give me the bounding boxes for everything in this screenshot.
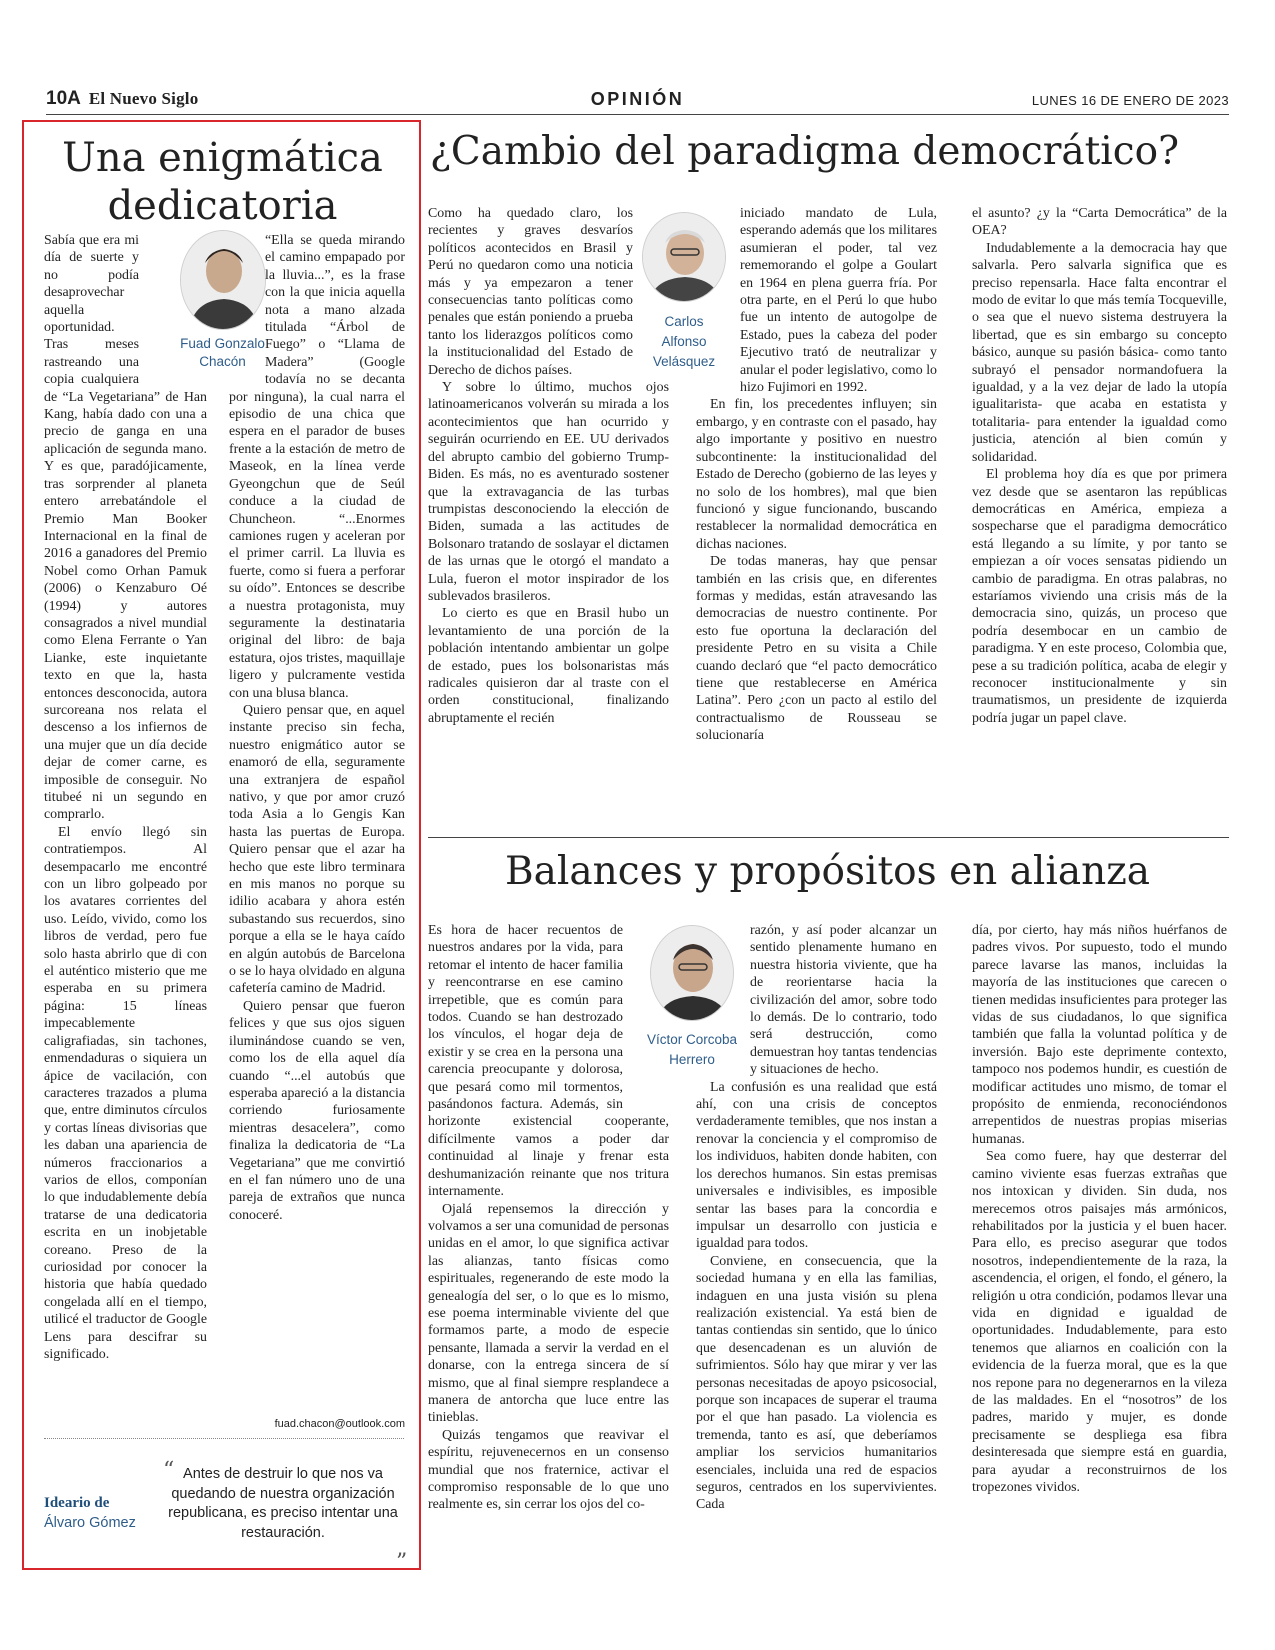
article-paragraph: Indudablemente a la democracia hay que salvarla. Pero salvarla significa que es preciso repensarla. Hace falta encontrar el modo de evitar lo que más temía Tocqueville, o sea que el nuevo sistema destruyera la libertad, que es sin embargo su concepto básico, aunque su pasión básica- como tanto subrayó el pensador normandofuera la igualdad, y a la vez dejar de lado la utopía igualitarista- que acaba en estatista y totalitaria- para entender la igualdad como justicia, atención al bien común y solidaridad. [972,240,1227,465]
ideario-label: Ideario de [44,1495,110,1511]
article-paragraph: Quiero pensar que, en aquel instante preciso sin fecha, nuestro enigmático autor se enamoró de ella, seguramente una extranjera de español nativo, y que por amor cruzó toda Asia a lo Gengis Kan hasta las puertas de Europa. Quiero pensar que el azar ha hecho que este libro terminara en mis manos no porque su idilio acabara y ahora estén subastando sus recuerdos, sino porque a ella se le haya caído en algún autobús de Barcelona o se lo haya olvidado en alguna cafetería camino de Madrid. [229,702,405,997]
dotted-divider [44,1438,404,1439]
article-paragraph: Conviene, en consecuencia, que la sociedad humana y en ella las familias, indaguen en una justa visión su plena realización existencial. Ya está bien de tantas contiendas sin sentido, que lo único que desencadenan es un aluvión de sufrimientos. Sólo hay que mirar y ver las personas necesitadas de apoyo psicosocial, porque son incapaces de superar el trauma por el que han pasado. La violencia es tremenda, tanto es así, que deberíamos ampliar los servicios humanitarios esenciales, incluida una red de espacios seguros, centrados en los supervivientes. Cada [696,1253,937,1513]
article-paragraph: razón, y así poder alcanzar un sentido plenamente humano en nuestra historia viviente, que ha de reorientarse hacia la civilización del amor, sobre todo lo demás. De lo contrario, todo será destrucción, como demuestran hoy tantas tendencias y situaciones de hecho. [750,923,937,1078]
author-email: fuad.chacon@outlook.com [274,1418,405,1430]
article-paragraph: Lo cierto es que en Brasil hubo un levantamiento de una porción de la población intentando ambientar un golpe de estado, pues los bolsonaristas más radicales quisieron dar al traste con el orden constitucional, finalizando abruptamente el recién [428,606,669,726]
bottom-article-column-1 [428,922,669,1552]
bottom-article-headline: Balances y propósitos en alianza [504,849,1151,894]
author-name-line: Fuad Gonzalo [180,336,265,351]
article-paragraph: La confusión es una realidad que está ahí, con una crisis de conceptos verdaderamente temibles, que nos instan a renovar la conciencia y el compromiso de los individuos, habiten donde habiten, con los derechos humanos. Sin estas premisas universales e indivisibles, es imposible sentar las bases para la concordia e impulsar un desarrollo con justicia e igualdad para todos. [696,1079,937,1252]
section-divider [428,837,1229,838]
article-paragraph: El problema hoy día es que por primera vez desde que se asentaron las repúblicas democráticas en América, empieza a sospecharse que el paradigma democrático está llegando a su límite, y por tanto se empiezan a oír voces sensatas pidiendo un cambio de paradigma. En otras palabras, no estaríamos viviendo una crisis más de la democracia sino, quizás, un proceso que podría desembocar en un cambio de paradigma. Y en este proceso, Colombia que, pese a su tradición política, acaba de elegir y reconocer institucionalmente y sin traumatismos, un presidente de izquierda podría jugar un papel clave. [972,467,1227,726]
page-number: 10A [46,88,81,109]
portrait-spacer [229,232,265,372]
top-article-headline: ¿Cambio del paradigma democrático? [430,129,1179,174]
left-article-column-2 [229,232,405,1417]
article-paragraph: Quizás tengamos que reavivar el espíritu, rejuvenecernos en un consenso mundial que nos fraternice, activar el compromiso responsable de lo que uno realmente es, sin cerrar los ojos del co- [428,1427,669,1513]
article-paragraph: El envío llegó sin contratiempos. Al desempacarlo me encontré con un libro golpeado por los avatares corrientes del uso. Leído, vivido, como los libros de verdad, pero fue solo hasta abrirlo que di con el auténtico misterio que me esperaba en su primera página: 15 líneas impecablemente caligrafiadas, sin tachones, enmendaduras o siquiera un ápice de vacilación, con caracteres trazados a pluma que, entre diminutos círculos y cortas líneas divisorias que les daban una apariencia de números fraccionarios a varios de ellos, componían lo que indudablemente debía tratarse de una dedicatoria escrita en un inobjetable coreano. Preso de la curiosidad por conocer la historia que había quedado congelada allí en el tiempo, utilicé el traductor de Google Lens para descifrar su significado. [44,824,207,1362]
portrait-spacer [696,205,740,385]
portrait-spacer [696,922,750,1072]
article-paragraph: Como ha quedado claro, los recientes y graves desvaríos políticos acontecidos en Brasil y Perú no quedaron como una noticia más y ya empezaron a tener consecuencias tanto políticas como penales que están poniendo a prueba tanto los liderazgos políticos como la institucionalidad del Estado de Derecho de dichos países. [428,206,633,378]
article-paragraph: Y sobre lo último, muchos ojos latinoamericanos volverán su mirada a los acontecimientos que han ocurrido y seguirán ocurriendo en EE. UU derivados del abrupto cambio del gobierno Trump- Biden. Es más, no es aventurado sostener que la extravagancia de las turbas trumpistas desconociendo la elección de Biden, sumada a las actitudes de Bolsonaro tratando de soslayar el dictamen de las urnas que le otorgó el mandato a Lula, fueron el motor inspirador de los sublevados brasileros. [428,380,669,604]
author-name-line: Herrero [669,1052,715,1067]
article-paragraph: En fin, los precedentes influyen; sin embargo, y en contraste con el pasado, hay algo importante y positivo en nuestro subcontinente: la institucionalidad del Estado de Derecho (gobierno de las leyes y no solo de los hombres), mal que bien funcionó y sigue funcionando, buscando restablecer la normalidad democrática en dichas naciones. [696,397,937,552]
ideario-author: Álvaro Gómez [44,1515,136,1531]
newspaper-name: El Nuevo Siglo [88,89,199,108]
close-quote-icon: ” [396,1550,408,1575]
ideario-quote: Antes de destruir lo que nos va quedando de nuestra organización republicana, es preciso intentar una restauración. [168,1466,398,1541]
bottom-article-column-2 [696,922,937,1552]
header-rule [46,114,1229,115]
author-name-line: Víctor Corcoba [646,1032,738,1047]
article-paragraph: Ojalá repensemos la dirección y volvamos a ser una comunidad de personas unidas en el amor, lo que significa activar las alianzas, tanto físicas como espirituales, regenerando de este modo la genealogía del ser, o lo que es lo mismo, ese poema interminable viviente del que formamos parte, a modo de especie pensante, llamada a servir la verdad en el donarse, con la entrega sincera de sí mismo, que al final siempre resplandece a manera de antorcha que luce entre las tinieblas. [428,1201,669,1426]
article-paragraph: Es hora de hacer recuentos de nuestros andares por la vida, para retomar el intento de hacer familia y reencontrarse en ese camino irrepetible, que es común para todos. Cuando se han destrozado los vínculos, el hogar deja de existir y se crea en la persona una carencia preocupante y dolorosa, que pesará como mil tormentos, pasándonos factura. Además, sin horizonte existencial cooperante, difícilmente vamos a poder dar continuidad al linaje y frenar esta deshumanización reinante que nos tritura internamente. [428,923,669,1200]
top-article-column-3 [972,205,1227,815]
left-article-headline: Una enigmática dedicatoria [62,135,383,229]
left-article-column-1 [44,232,207,1417]
article-paragraph: iniciado mandato de Lula, esperando además que los militares asumieran el poder, tal vez rememorando el golpe a Goulart en 1964 en plena guerra fría. Por otra parte, en el Perú lo que hubo fue un intento de autogolpe de Estado, pues la cabeza del poder Ejecutivo trató de neutralizar y anular el poder legislativo, como lo hizo Fujimori en 1992. [740,206,937,396]
author-name-line: Chacón [199,354,246,369]
author-name-line: Velásquez [652,354,716,369]
open-quote-icon: “ [163,1458,175,1483]
article-paragraph: De todas maneras, hay que pensar también en las crisis que, en diferentes formas y medidas, están atravesando las democracias de nuestro continente. Por esto fue oportuna la declaración del presidente Petro en su visita a Chile cuando declaró que “el pacto democrático tiene que restablecerse en América Latina”. Pero ¿con un pacto al estilo del contractualismo de Rousseau se solucionaría [696,554,937,744]
top-article-column-2 [696,205,937,815]
article-paragraph: Quiero pensar que fueron felices y que sus ojos siguen iluminándose cuando se ven, como los de ella aquel día cuando “...el autobús que esperaba apareció a la distancia corriendo furiosamente mientras desacelera”, como finaliza la dedicatoria de “La Vegetariana” que me convirtió en el fan número uno de una pareja de extraños que nunca conoceré. [229,998,405,1223]
article-paragraph: Sea como fuere, hay que desterrar del camino viviente esas fuerzas extrañas que nos intoxican y dividen. Sin duda, nos merecemos otros paisajes más armónicos, rehabilitados por la justicia y el buen hacer. Para ello, es preciso asegurar que todos nosotros, independientemente de la raza, la ascendencia, el origen, el fondo, el género, la religión u otra condición, podamos llevar una vida en dignidad e igualdad de oportunidades. Indudablemente, para esto tenemos que aliarnos en coalición con la evidencia de la fuerza moral, que es la que nos repone para no degenerarnos en la vileza de las maldades. En el “nosotros” de los padres, marido y mujer, es donde precisamente se despliega esa fibra desinteresada que siempre está en guardia, para ayudar a reconstruirnos de los tropezones vividos. [972,1149,1227,1495]
bottom-article-column-3 [972,922,1227,1552]
article-paragraph: Sabía que era mi día de suerte y no podía desaprovechar aquella oportunidad. Tras meses rastreando una copia cualquiera de “La Vegetariana” de Han Kang, había dado con una a precio de ganga en una aplicación de segunda mano. Y es que, paradójicamente, tras sorprender al planeta entero arrebatándole el Premio Man Booker Internacional en la final de 2016 a ganadores del Premio Nobel como Orhan Pamuk (2006) o Kenzaburo Oé (1994) y autores consagrados a nivel mundial como Elena Ferrante o Yan Lianke, este inquietante texto en que la, hasta entonces desconocida, autora surcoreana nos relata el descenso a los infiernos de una mujer que un día decide dejar de comer carne, es imposible de conseguir. No titubeé ni un segundo en comprarlo. [44,233,207,823]
issue-date: LUNES 16 DE ENERO DE 2023 [1031,93,1229,108]
section-title: OPINIÓN [590,89,685,109]
article-paragraph: el asunto? ¿y la “Carta Democrática” de la OEA? [972,206,1227,239]
article-paragraph: “Ella se queda mirando el camino empapado por la lluvia...”, es la frase con la que inicia aquella nota a mano alzada titulada “Árbol de Fuego” o “Llama de Madera” (Google todavía no se decanta por ninguna), la cual narra el episodio de una chica que espera en el parador de buses frente a la estación de metro de Maseok, en la línea verde Gyeongchun que de Seúl conduce a la ciudad de Chuncheon. “...Enormes camiones rugen y aceleran por el primer carril. La lluvia es fuerte, como si fuera a perforar su oído”. Entonces se describe a nuestra protagonista, muy seguramente la destinataria original del libro: de baja estatura, ojos tristes, maquillaje ligero y pulcramente vestida con una blusa blanca. [229,233,405,701]
author-name-line: Alfonso [661,334,707,349]
article-paragraph: día, por cierto, hay más niños huérfanos de padres vivos. Por supuesto, todo el mundo parece lavarse las manos, incluidas la mayoría de las instituciones que carecen o tienen medidas insuficientes para proteger las vidas de sus ciudadanos, lo que significa también que falla la voluntad política y de inversión. Bajo este deprimente contexto, tampoco nos podemos hundir, es cuestión de modificar actitudes uno mismo, de tomar el propósito de enmienda, reconociéndonos arrepentidos de nuestras propias miserias humanas. [972,923,1227,1147]
top-article-column-1 [428,205,669,815]
author-name-line: Carlos [664,314,704,329]
